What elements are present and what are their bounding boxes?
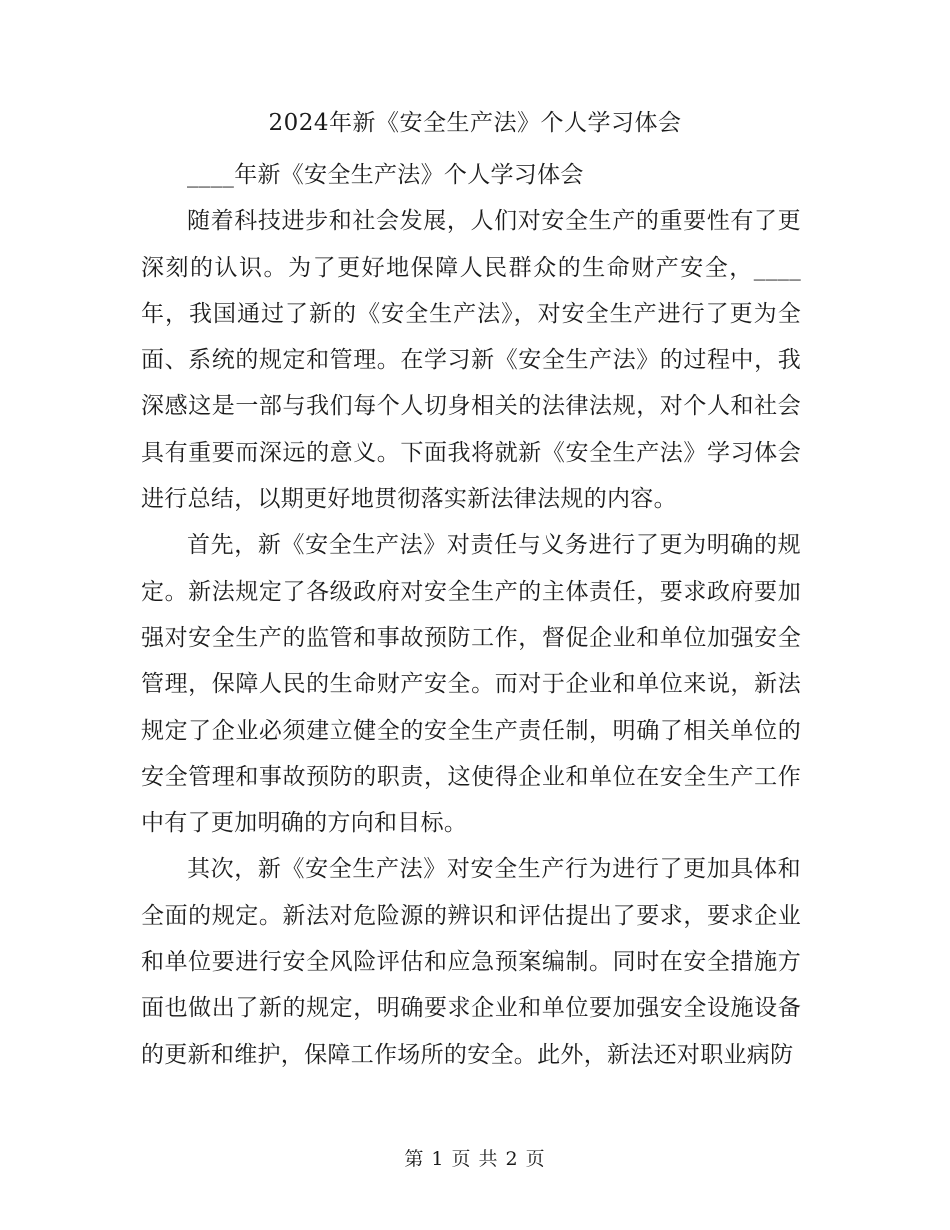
paragraph-first: 首先，新《安全生产法》对责任与义务进行了更为明确的规定。新法规定了各级政府对安全生产的主体责任，要求政府要加强对安全生产的监管和事故预防工作，督促企业和单位加强安全管理，保障人民的生命财产安全。而对于企业和单位来说，新法规定了企业必须建立健全的安全生产责任制，明确了相关单位的安全管理和事故预防的职责，这使得企业和单位在安全生产工作中有了更加明确的方向和目标。 <box>141 532 801 837</box>
page-footer: 第 1 页 共 2 页 <box>404 1148 546 1170</box>
paragraph-intro: 随着科技进步和社会发展，人们对安全生产的重要性有了更深刻的认识。为了更好地保障人民群众的生命财产安全，____年，我国通过了新的《安全生产法》，对安全生产进行了更为全面、系统的规定和管理。在学习新《安全生产法》的过程中，我深感这是一部与我们每个人切身相关的法律法规，对个人和社会具有重要而深远的意义。下面我将就新《安全生产法》学习体会进行总结，以期更好地贯彻落实新法律法规的内容。 <box>141 208 801 513</box>
paragraph-second: 其次，新《安全生产法》对安全生产行为进行了更加具体和全面的规定。新法对危险源的辨识和评估提出了要求，要求企业和单位要进行安全风险评估和应急预案编制。同时在安全措施方面也做出了新的规定，明确要求企业和单位要加强安全设施设备的更新和维护，保障工作场所的安全。此外，新法还对职业病防 <box>141 856 801 1068</box>
document-title: 2024年新《安全生产法》个人学习体会 <box>268 110 682 136</box>
document-body <box>141 152 801 1078</box>
document-subtitle: ____年新《安全生产法》个人学习体会 <box>187 162 584 188</box>
